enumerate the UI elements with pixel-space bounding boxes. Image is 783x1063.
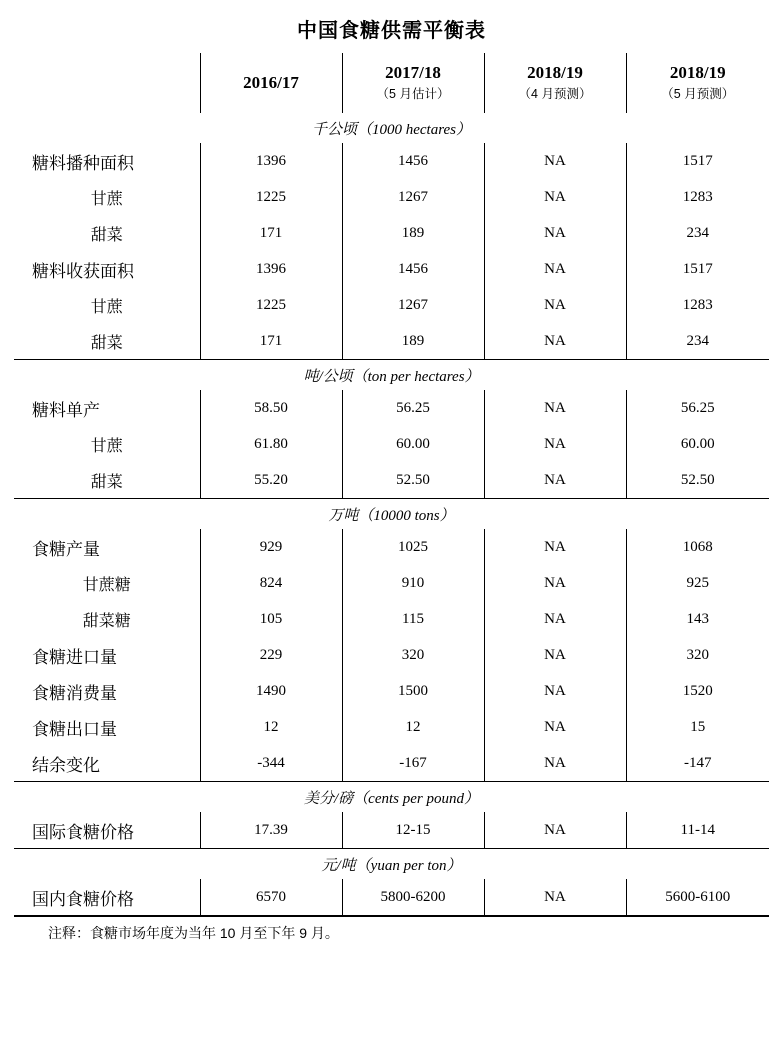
cell-value: NA <box>484 251 626 287</box>
cell-value: NA <box>484 637 626 673</box>
header-year-1: 2017/18 <box>385 63 441 83</box>
header-col-3 <box>626 53 769 113</box>
row-label: 甜菜糖 <box>14 601 200 637</box>
table-row <box>14 462 769 499</box>
row-label: 甘蔗 <box>14 287 200 323</box>
unit-label-3: 美分/磅（cents per pound） <box>304 790 479 807</box>
unit-label-0: 千公顷（1000 hectares） <box>311 121 471 138</box>
cell-value: 925 <box>626 565 769 601</box>
cell-value: 171 <box>200 323 342 360</box>
cell-value: 12 <box>342 709 484 745</box>
header-sub-2: （4 月预测） <box>518 87 592 102</box>
page-title: 中国食糖供需平衡表 <box>297 20 486 42</box>
table-row <box>14 426 769 462</box>
cell-value: NA <box>484 529 626 565</box>
row-label: 食糖出口量 <box>14 709 200 745</box>
cell-value: NA <box>484 745 626 782</box>
row-label: 甘蔗 <box>14 179 200 215</box>
header-col-2 <box>484 53 626 113</box>
unit-label-1: 吨/公顷（ton per hectares） <box>303 368 480 385</box>
cell-value: 229 <box>200 637 342 673</box>
row-label: 甜菜 <box>14 215 200 251</box>
cell-value: NA <box>484 287 626 323</box>
unit-row-4 <box>14 849 769 880</box>
header-year-3: 2018/19 <box>669 63 726 83</box>
cell-value: 143 <box>626 601 769 637</box>
cell-value: 56.25 <box>342 390 484 426</box>
cell-value: 1225 <box>200 287 342 323</box>
table-row <box>14 529 769 565</box>
cell-value: -147 <box>626 745 769 782</box>
table-row <box>14 812 769 849</box>
cell-value: 1517 <box>626 251 769 287</box>
row-label: 甜菜 <box>14 462 200 499</box>
table-row <box>14 879 769 916</box>
header-col-1 <box>342 53 484 113</box>
table-row <box>14 601 769 637</box>
cell-value: NA <box>484 390 626 426</box>
row-label: 国内食糖价格 <box>14 879 200 916</box>
cell-value: 60.00 <box>626 426 769 462</box>
row-label: 食糖消费量 <box>14 673 200 709</box>
unit-label-4: 元/吨（yuan per ton） <box>321 857 462 874</box>
header-year-0: 2016/17 <box>243 72 299 92</box>
table-body <box>14 53 769 916</box>
cell-value: 1396 <box>200 251 342 287</box>
table-note: 注释：食糖市场年度为当年 10 月至下年 9 月。 <box>48 925 339 941</box>
cell-value: NA <box>484 709 626 745</box>
cell-value: NA <box>484 462 626 499</box>
cell-value: -167 <box>342 745 484 782</box>
unit-row-2 <box>14 499 769 530</box>
cell-value: 15 <box>626 709 769 745</box>
header-year-2: 2018/19 <box>527 63 583 83</box>
cell-value: NA <box>484 323 626 360</box>
table-row <box>14 251 769 287</box>
table-row <box>14 143 769 179</box>
cell-value: 17.39 <box>200 812 342 849</box>
row-label: 结余变化 <box>14 745 200 782</box>
cell-value: 1025 <box>342 529 484 565</box>
cell-value: 12 <box>200 709 342 745</box>
header-col-0 <box>200 53 342 113</box>
cell-value: 1500 <box>342 673 484 709</box>
cell-value: 60.00 <box>342 426 484 462</box>
header-sub-1: （5 月估计） <box>376 87 450 102</box>
cell-value: 56.25 <box>626 390 769 426</box>
cell-value: 1068 <box>626 529 769 565</box>
cell-value: 58.50 <box>200 390 342 426</box>
cell-value: NA <box>484 179 626 215</box>
header-corner-cell <box>14 53 200 113</box>
table-row <box>14 323 769 360</box>
cell-value: 1225 <box>200 179 342 215</box>
cell-value: 1267 <box>342 179 484 215</box>
cell-value: 52.50 <box>626 462 769 499</box>
cell-value: 1283 <box>626 287 769 323</box>
cell-value: 55.20 <box>200 462 342 499</box>
cell-value: NA <box>484 215 626 251</box>
cell-value: 1520 <box>626 673 769 709</box>
cell-value: 12-15 <box>342 812 484 849</box>
cell-value: 234 <box>626 215 769 251</box>
row-label: 甘蔗糖 <box>14 565 200 601</box>
row-label: 糖料播种面积 <box>14 143 200 179</box>
unit-row-0 <box>14 113 769 143</box>
table-row <box>14 673 769 709</box>
cell-value: 929 <box>200 529 342 565</box>
cell-value: 1490 <box>200 673 342 709</box>
row-label: 食糖产量 <box>14 529 200 565</box>
table-header-row <box>14 53 769 113</box>
cell-value: 189 <box>342 323 484 360</box>
unit-label-2: 万吨（10000 tons） <box>328 507 455 524</box>
cell-value: 5600-6100 <box>626 879 769 916</box>
cell-value: 234 <box>626 323 769 360</box>
cell-value: 105 <box>200 601 342 637</box>
table-row <box>14 709 769 745</box>
cell-value: 189 <box>342 215 484 251</box>
cell-value: 52.50 <box>342 462 484 499</box>
row-label: 食糖进口量 <box>14 637 200 673</box>
table-row <box>14 565 769 601</box>
table-row <box>14 745 769 782</box>
cell-value: NA <box>484 143 626 179</box>
unit-row-1 <box>14 360 769 391</box>
cell-value: 11-14 <box>626 812 769 849</box>
cell-value: NA <box>484 565 626 601</box>
cell-value: 824 <box>200 565 342 601</box>
sugar-balance-table <box>14 53 769 917</box>
unit-row-3 <box>14 782 769 813</box>
table-row <box>14 287 769 323</box>
cell-value: 320 <box>626 637 769 673</box>
cell-value: 1396 <box>200 143 342 179</box>
cell-value: 320 <box>342 637 484 673</box>
cell-value: 115 <box>342 601 484 637</box>
cell-value: 5800-6200 <box>342 879 484 916</box>
cell-value: NA <box>484 426 626 462</box>
cell-value: 171 <box>200 215 342 251</box>
table-row <box>14 179 769 215</box>
cell-value: 910 <box>342 565 484 601</box>
table-row <box>14 215 769 251</box>
row-label: 甜菜 <box>14 323 200 360</box>
cell-value: NA <box>484 879 626 916</box>
cell-value: 1456 <box>342 251 484 287</box>
header-sub-3: （5 月预测） <box>661 87 735 102</box>
cell-value: NA <box>484 812 626 849</box>
cell-value: 61.80 <box>200 426 342 462</box>
cell-value: -344 <box>200 745 342 782</box>
table-row <box>14 390 769 426</box>
row-label: 甘蔗 <box>14 426 200 462</box>
cell-value: 1517 <box>626 143 769 179</box>
cell-value: 1283 <box>626 179 769 215</box>
row-label: 糖料单产 <box>14 390 200 426</box>
cell-value: NA <box>484 601 626 637</box>
row-label: 糖料收获面积 <box>14 251 200 287</box>
table-row <box>14 637 769 673</box>
cell-value: 6570 <box>200 879 342 916</box>
cell-value: 1267 <box>342 287 484 323</box>
cell-value: 1456 <box>342 143 484 179</box>
row-label: 国际食糖价格 <box>14 812 200 849</box>
cell-value: NA <box>484 673 626 709</box>
